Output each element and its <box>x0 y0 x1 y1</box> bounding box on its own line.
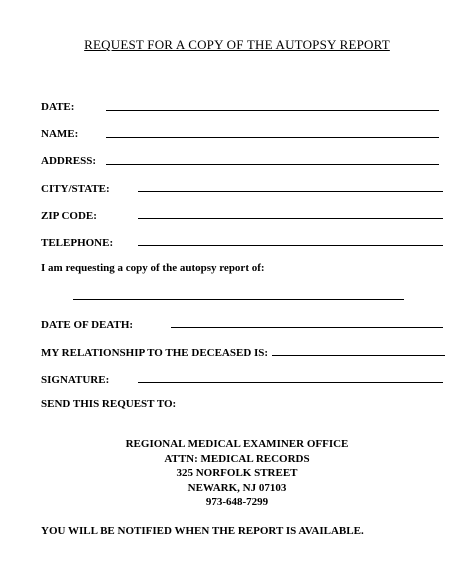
requesting-text: I am requesting a copy of the autopsy report of: <box>41 262 265 274</box>
telephone-field[interactable] <box>138 245 443 246</box>
signature-label: SIGNATURE: <box>41 374 110 386</box>
attn-line: ATTN: MEDICAL RECORDS <box>164 452 310 465</box>
city-state-label: CITY/STATE: <box>41 183 110 195</box>
deceased-name-field[interactable] <box>73 299 404 300</box>
relationship-label: MY RELATIONSHIP TO THE DECEASED IS: <box>41 347 269 359</box>
relationship-row <box>41 343 268 359</box>
signature-row <box>41 370 109 386</box>
zip-code-field[interactable] <box>138 218 443 219</box>
city-state-field[interactable] <box>138 191 443 192</box>
date-of-death-label: DATE OF DEATH: <box>41 319 134 331</box>
date-label: DATE: <box>41 101 75 113</box>
city-state-row <box>41 179 110 195</box>
send-to-label: SEND THIS REQUEST TO: <box>41 398 177 410</box>
relationship-field[interactable] <box>272 355 445 356</box>
street-line: 325 NORFOLK STREET <box>176 467 298 479</box>
telephone-label: TELEPHONE: <box>41 237 114 249</box>
phone-line: 973-648-7299 <box>205 496 269 508</box>
name-field[interactable] <box>106 137 439 138</box>
date-of-death-field[interactable] <box>171 327 443 328</box>
name-row <box>41 124 78 140</box>
city-line: NEWARK, NJ 07103 <box>187 481 287 494</box>
zip-code-row <box>41 206 97 222</box>
signature-field[interactable] <box>138 382 443 383</box>
date-row <box>41 97 74 113</box>
name-label: NAME: <box>41 128 79 140</box>
date-field[interactable] <box>106 110 439 111</box>
address-row <box>41 151 96 167</box>
mailing-address <box>0 437 474 510</box>
address-label: ADDRESS: <box>41 155 97 167</box>
zip-code-label: ZIP CODE: <box>41 210 97 222</box>
telephone-row <box>41 233 113 249</box>
address-field[interactable] <box>106 164 439 165</box>
form-title: REQUEST FOR A COPY OF THE AUTOPSY REPORT <box>84 37 390 52</box>
date-of-death-row <box>41 315 133 331</box>
notification-text: YOU WILL BE NOTIFIED WHEN THE REPORT IS AVAILABLE. <box>41 525 364 537</box>
office-name: REGIONAL MEDICAL EXAMINER OFFICE <box>125 438 349 450</box>
